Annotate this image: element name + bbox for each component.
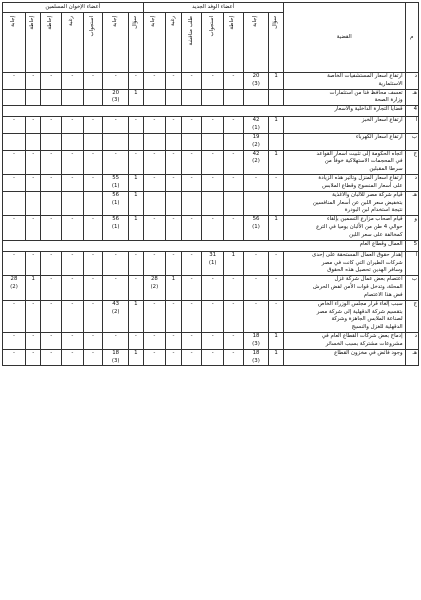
issue-line: كمخالفة على سعر اللبن [349,231,403,238]
table-row [3,300,419,332]
wafd-cell-3: - [202,333,224,350]
ikhwan-cell-2: - [83,251,103,275]
ikhwan-cell-0: - [129,251,143,275]
ikhwan-cell-1: 56 (1) [103,191,129,215]
wafd-cell-6: - [143,251,166,275]
ikhwan-cell-3 [62,89,84,106]
ikhwan-cell-0: - [129,276,143,300]
ikhwan-cell-2: - [83,175,103,192]
group-ikhwan-header: أعضاء الإخوان المسلمين [3,3,144,13]
wafd-cell-2 [224,133,244,150]
ikhwan-cell-0: - [129,73,143,90]
wafd-cell-5 [166,133,181,150]
ikhwan-cell-1: - [103,276,129,300]
ikhwan-cell-4: - [41,150,62,174]
table-row [3,150,419,174]
row-issue [283,251,405,275]
ikhwan-cell-5: 1 [25,276,40,300]
issue-line: في المحجمات الاستهلاكية خوفاً من [324,158,403,165]
issue-line: بتخفيض سعر اللبن عن أسعار المنافسين [312,199,403,206]
wafd-cell-6: - [143,117,166,134]
ikhwan-cell-6: - [3,73,26,90]
issue-line: ارتفاع أسعار الكهرباء [355,133,403,140]
issue-line: قيام شركة مصر للألبان والأغذية [332,191,403,198]
wafd-cell-3 [202,191,224,215]
ikhwan-cell-5: - [25,300,40,332]
row-issue [3,240,406,251]
table-row [3,89,419,106]
row-issue [283,73,405,90]
row-mark: هـ [405,191,418,215]
wafd-cell-0: 1 [269,216,283,240]
wafd-cell-3: - [202,150,224,174]
ikhwan-cell-4 [41,133,62,150]
wafd-cell-5 [166,89,181,106]
issue-line: إدماج بعض شركات القطاع العام في [321,333,403,340]
table-row [3,117,419,134]
issue-line: لصناعة الملابس الجاهزة وشركة [331,316,403,323]
ikhwan-cell-0: - [129,117,143,134]
ikhwan-cell-3: - [62,276,84,300]
row-mark: و [405,216,418,240]
ikhwan-cell-2: - [83,73,103,90]
wafd-cell-3 [202,133,224,150]
ikhwan-cell-4: - [41,175,62,192]
wafd-cell-1 [243,191,269,215]
wafd-cell-1 [243,89,269,106]
row-mark: أ [405,117,418,134]
ikhwan-cell-1: - [103,150,129,174]
row-issue [283,175,405,192]
wafd-cell-2: - [224,333,244,350]
table-body [3,73,419,366]
issue-line: وزارة الصحة [374,97,403,104]
wafd-cell-4: - [181,175,202,192]
issue-line: وسافر الهدين تحصيل هذه الحقوق [327,267,403,274]
wafd-cell-1: - [243,175,269,192]
col-number-header: م [405,3,418,73]
row-issue [283,133,405,150]
wafd-cell-2: - [224,73,244,90]
wafd-cell-5: - [166,216,181,240]
ikhwan-cell-2 [83,191,103,215]
wafd-cell-3: - [202,216,224,240]
ikhwan-cell-5: - [25,216,40,240]
table-row [3,191,419,215]
issue-line: ارتفاع أسعار المستشفيات الخاصة [327,73,403,79]
ikhwan-cell-3: - [62,117,84,134]
wafd-cell-4: - [181,251,202,275]
wafd-cell-1: 42 (1) [243,117,269,134]
ikhwan-cell-0: - [129,150,143,174]
wafd-cell-2: - [224,117,244,134]
issue-line: قضايا التجارة الداخلية والأسعار [334,106,403,113]
wafd-cell-1: - [243,251,269,275]
wafd-cell-0 [269,191,283,215]
ikhwan-cell-2: - [83,150,103,174]
ikhwan-cell-6: - [3,150,26,174]
wafd-cell-1: - [243,300,269,332]
table-row [3,175,419,192]
ikhwan-cell-0: 1 [129,349,143,366]
row-mark: 4 [405,106,418,117]
row-mark: ج [405,150,418,174]
wafd-cell-2: - [224,300,244,332]
ikhwan-cell-0: 1 [129,175,143,192]
wafd-cell-0: 1 [269,333,283,350]
wafd-subheader-4: طلب مناقشة [181,13,202,73]
wafd-cell-5: - [166,150,181,174]
issue-line: المحلة، وتدخل قوات الأمن لفض الحرش [312,284,403,291]
wafd-cell-4: - [181,73,202,90]
issue-line: سبب إلغاء قرار مجلس الوزراء الخاص [318,300,403,307]
wafd-cell-1: 18 (3) [243,349,269,366]
ikhwan-cell-1 [103,133,129,150]
wafd-cell-3: - [202,300,224,332]
wafd-cell-6: - [143,175,166,192]
wafd-cell-1: - [243,276,269,300]
ikhwan-cell-1: - [103,117,129,134]
wafd-cell-6: - [143,216,166,240]
table-row [3,276,419,300]
ikhwan-cell-1: 18 (3) [103,349,129,366]
issue-line: وجود فائض في مخزون القطاع [334,349,403,356]
ikhwan-cell-2 [83,133,103,150]
wafd-cell-3: - [202,175,224,192]
row-mark: أ [405,251,418,275]
table-row [3,133,419,150]
ikhwan-subheader-3: رغبة [62,13,84,73]
wafd-cell-0 [269,89,283,106]
wafd-cell-6: - [143,333,166,350]
ikhwan-cell-3: - [62,251,84,275]
ikhwan-cell-5 [25,133,40,150]
ikhwan-cell-3 [62,191,84,215]
ikhwan-cell-0: 1 [129,191,143,215]
wafd-cell-4 [181,89,202,106]
ikhwan-cell-4: - [41,251,62,275]
ikhwan-cell-6: - [3,175,26,192]
ikhwan-cell-3: - [62,300,84,332]
row-mark: هـ [405,349,418,366]
ikhwan-cell-2: - [83,333,103,350]
wafd-cell-2: - [224,175,244,192]
wafd-cell-2: - [224,216,244,240]
wafd-cell-2 [224,89,244,106]
wafd-cell-0: - [269,276,283,300]
wafd-cell-0 [269,133,283,150]
table-row [3,73,419,90]
ikhwan-cell-1: 55 (1) [103,175,129,192]
row-mark: ج [405,300,418,332]
table-row [3,349,419,366]
wafd-cell-3: - [202,276,224,300]
wafd-cell-0: 1 [269,349,283,366]
ikhwan-cell-0: - [129,333,143,350]
issue-line: شركات الطيران التي كانت في مصر [321,259,403,266]
wafd-cell-0: 1 [269,150,283,174]
ikhwan-cell-3: - [62,175,84,192]
issue-line: ارتفاع أسعار الخبز [361,117,403,124]
row-mark: ب [405,276,418,300]
row-mark: د [405,175,418,192]
ikhwan-cell-6 [3,191,26,215]
row-issue [283,117,405,134]
ikhwan-cell-5: - [25,349,40,366]
wafd-cell-6 [143,89,166,106]
ikhwan-cell-3: - [62,150,84,174]
issue-line: على أسعار المنسوج وقطاع الملابس [322,182,403,189]
wafd-cell-6: - [143,349,166,366]
ikhwan-subheader-1: إجابة [103,13,129,73]
ikhwan-cell-6: - [3,251,26,275]
wafd-cell-2: - [224,276,244,300]
wafd-cell-3: - [202,73,224,90]
ikhwan-cell-0 [129,133,143,150]
issue-line: بتقسيم شركة الدقهلية إلى شركة مصر [316,308,403,315]
issue-line: قيام أصحاب مزارع التسمين بإلقاء [326,216,403,223]
wafd-cell-2: 1 [224,251,244,275]
wafd-cell-6 [143,133,166,150]
table-row [3,251,419,275]
wafd-cell-1: 42 (2) [243,150,269,174]
wafd-cell-5: - [166,333,181,350]
ikhwan-cell-4: - [41,73,62,90]
ikhwan-cell-1: 56 (1) [103,216,129,240]
col-issue-header: القضية [283,3,405,73]
ikhwan-subheader-0: سؤال [129,13,143,73]
ikhwan-cell-3: - [62,333,84,350]
ikhwan-cell-3 [62,133,84,150]
wafd-cell-5 [166,191,181,215]
ikhwan-cell-3: - [62,349,84,366]
wafd-cell-6 [143,191,166,215]
wafd-subheader-6: إجابة [143,13,166,73]
wafd-cell-5: - [166,175,181,192]
ikhwan-cell-5 [25,89,40,106]
issue-line: اتجاه الحكومة إلى تثبيت أسعار القواعد [316,150,403,157]
issue-line: تعسف محافظ فنا من استثمارات [329,89,403,96]
wafd-cell-0: 1 [269,73,283,90]
ikhwan-cell-5: - [25,175,40,192]
ikhwan-cell-1: - [103,333,129,350]
ikhwan-cell-1: 20 (3) [103,89,129,106]
ikhwan-subheader-5: إحاطة [25,13,40,73]
row-issue [283,276,405,300]
ikhwan-cell-6: - [3,349,26,366]
wafd-cell-2: - [224,150,244,174]
ikhwan-cell-6: - [3,300,26,332]
row-issue [283,89,405,106]
wafd-cell-0: - [269,251,283,275]
row-mark: د [405,333,418,350]
wafd-subheader-2: إحاطة [224,13,244,73]
wafd-cell-6: - [143,300,166,332]
wafd-cell-3: - [202,117,224,134]
row-issue [283,349,405,366]
row-issue [3,106,406,117]
section-row [3,106,419,117]
issue-line: حوالي 4 طن من الألبان يوميا في الترع [316,224,403,231]
wafd-cell-4: - [181,276,202,300]
issue-line: اعتصام بعض عمال شركة غزل [334,276,403,283]
ikhwan-cell-5: - [25,73,40,90]
ikhwan-cell-4: - [41,276,62,300]
wafd-cell-4: - [181,349,202,366]
wafd-cell-4: - [181,216,202,240]
table-row [3,216,419,240]
issue-line: الاستثمارية [378,80,403,87]
wafd-cell-4: - [181,150,202,174]
wafd-cell-3: 31 (1) [202,251,224,275]
wafd-cell-6: - [143,73,166,90]
wafd-cell-1: 20 (3) [243,73,269,90]
wafd-cell-2 [224,191,244,215]
ikhwan-cell-2: - [83,117,103,134]
group-wafd-header: أعضاء الوفد الجديد [143,3,283,13]
wafd-subheader-5: رغبة [166,13,181,73]
ikhwan-cell-4: - [41,349,62,366]
wafd-cell-4 [181,133,202,150]
wafd-subheader-1: إجابة [243,13,269,73]
wafd-cell-4: - [181,117,202,134]
ikhwan-cell-6 [3,133,26,150]
ikhwan-cell-2: - [83,349,103,366]
wafd-cell-0: - [269,300,283,332]
wafd-cell-5: - [166,349,181,366]
ikhwan-subheader-2: استجواب [83,13,103,73]
ikhwan-cell-0: 1 [129,89,143,106]
parliament-questions-table [2,2,419,366]
ikhwan-cell-2: - [83,276,103,300]
wafd-cell-6: 28 (2) [143,276,166,300]
wafd-cell-4: - [181,300,202,332]
wafd-cell-1: 18 (3) [243,333,269,350]
ikhwan-cell-5 [25,191,40,215]
ikhwan-cell-4 [41,191,62,215]
ikhwan-cell-3: - [62,73,84,90]
issue-line: فض هذا الاعتصام [363,291,403,298]
issue-line: نتيجة استخدام لبن البودرة [344,207,403,214]
ikhwan-cell-2: - [83,216,103,240]
wafd-cell-5: - [166,73,181,90]
row-issue [283,333,405,350]
ikhwan-cell-4: - [41,216,62,240]
row-issue [283,150,405,174]
issue-line: سرطا المقبلين [369,166,403,173]
wafd-cell-6: - [143,150,166,174]
wafd-cell-3 [202,89,224,106]
ikhwan-cell-2 [83,89,103,106]
wafd-cell-4: - [181,333,202,350]
ikhwan-cell-1: - [103,251,129,275]
wafd-cell-5: - [166,251,181,275]
ikhwan-subheader-6: إجابة [3,13,26,73]
wafd-cell-3: - [202,349,224,366]
ikhwan-cell-6: 28 (2) [3,276,26,300]
ikhwan-cell-0: 1 [129,300,143,332]
ikhwan-cell-5: - [25,251,40,275]
ikhwan-cell-5: - [25,150,40,174]
ikhwan-cell-6: - [3,216,26,240]
ikhwan-cell-1: - [103,73,129,90]
ikhwan-cell-4: - [41,300,62,332]
wafd-cell-5: - [166,117,181,134]
ikhwan-cell-1: 43 (2) [103,300,129,332]
wafd-cell-0: 1 [269,117,283,134]
row-issue [283,191,405,215]
wafd-subheader-3: استجواب [202,13,224,73]
ikhwan-cell-5: - [25,117,40,134]
ikhwan-cell-4: - [41,117,62,134]
ikhwan-cell-6: - [3,333,26,350]
row-mark: هـ [405,89,418,106]
ikhwan-cell-4 [41,89,62,106]
ikhwan-cell-4: - [41,333,62,350]
row-mark: ب [405,133,418,150]
wafd-cell-0: - [269,175,283,192]
ikhwan-cell-6 [3,89,26,106]
row-mark: د [405,73,418,90]
row-mark: 5 [405,240,418,251]
section-row [3,240,419,251]
issue-line: إهدار حقوق العمال المستحقة على إحدى [312,251,403,258]
wafd-cell-5: 1 [166,276,181,300]
ikhwan-cell-0: 1 [129,216,143,240]
wafd-cell-2: - [224,349,244,366]
row-issue [283,300,405,332]
issue-line: مشروعات مشتركة بسبب الخسائر [325,340,403,347]
issue-line: العمال وقطاع العام [359,240,403,247]
ikhwan-cell-6: - [3,117,26,134]
wafd-subheader-0: سؤال [269,13,283,73]
ikhwan-cell-5: - [25,333,40,350]
row-issue [283,216,405,240]
issue-line: الدقهلية للغزل والنسيج [351,324,403,331]
wafd-cell-1: 19 (2) [243,133,269,150]
wafd-cell-1: 56 (1) [243,216,269,240]
wafd-cell-5: - [166,300,181,332]
ikhwan-subheader-4: إحاطة [41,13,62,73]
table-row [3,333,419,350]
ikhwan-cell-2: - [83,300,103,332]
wafd-cell-4 [181,191,202,215]
ikhwan-cell-3: - [62,216,84,240]
issue-line: ارتفاع أسعار المنزل وتأثير هذه الزيادة [318,175,403,182]
